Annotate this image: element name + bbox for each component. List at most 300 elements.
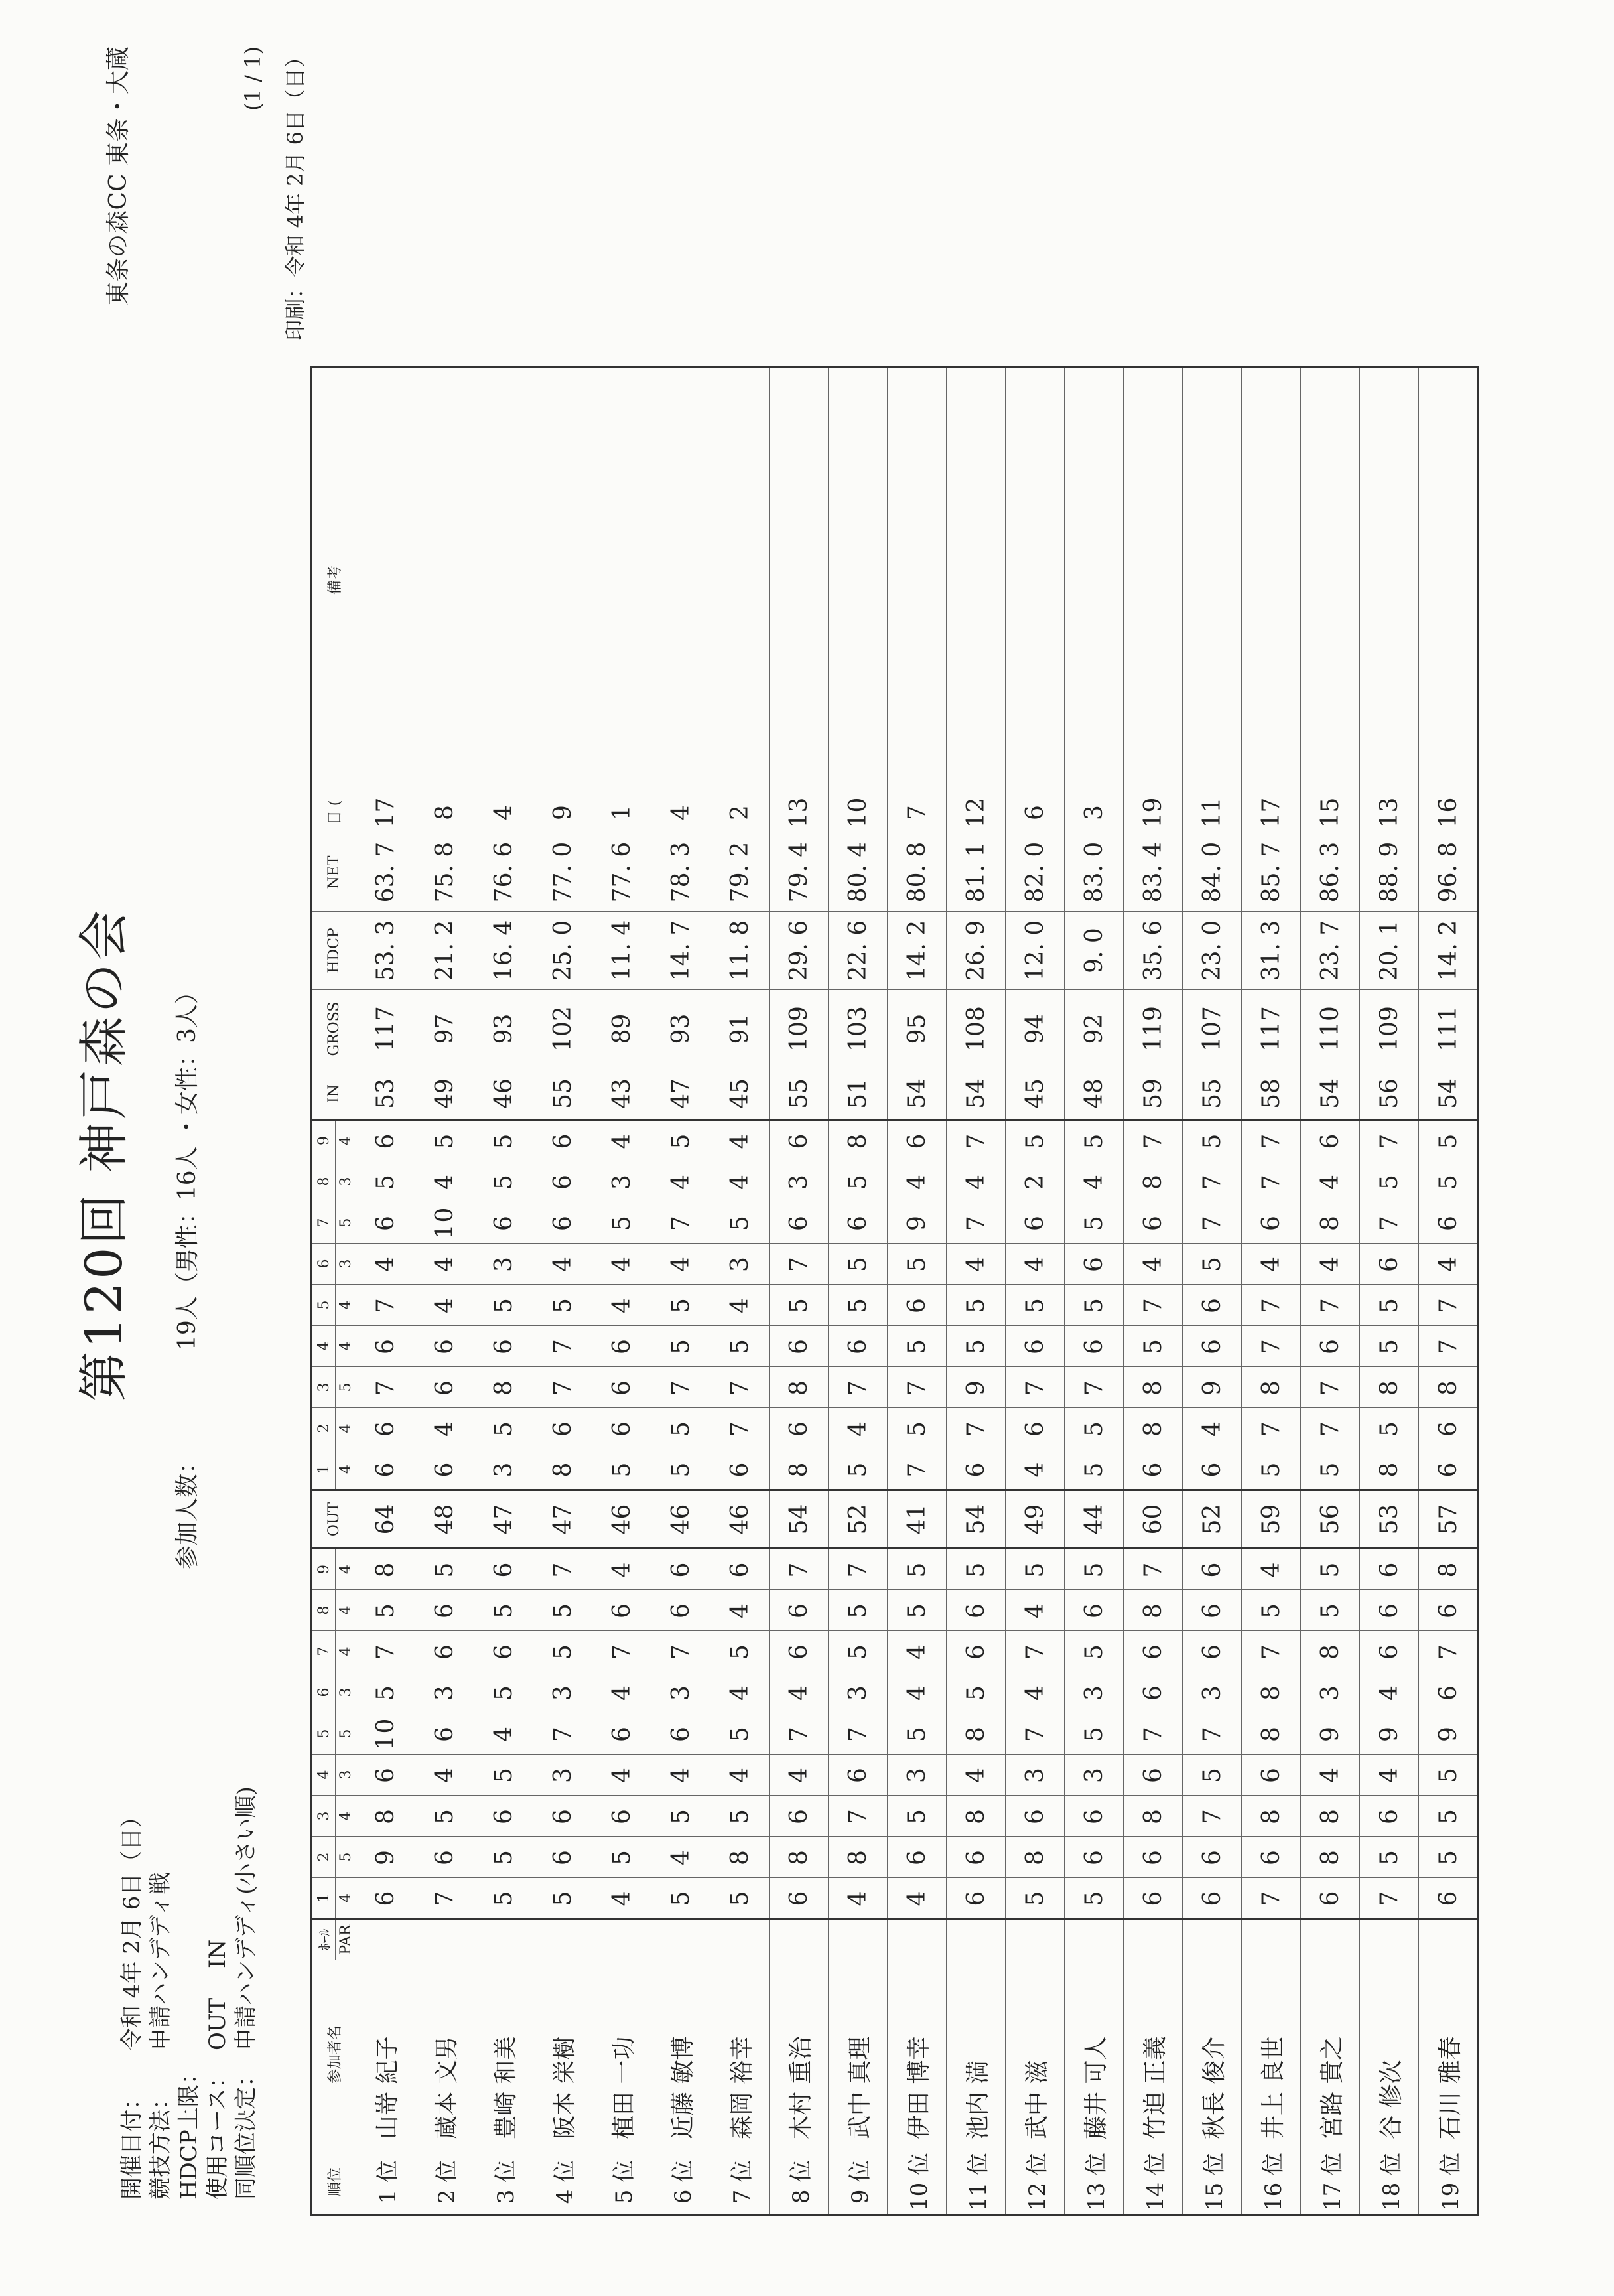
in-hole-score: 7 [710,1367,770,1408]
in-hole-score: 5 [947,1326,1006,1367]
in-hole-score: 6 [770,1408,829,1449]
out-hole-score: 5 [1006,1549,1065,1590]
out-hole-score: 7 [1183,1796,1242,1837]
net-score: 96. 8 [1419,833,1479,912]
notes-cell [415,368,474,792]
out-hole-score: 9 [1301,1713,1360,1755]
out-hole-score: 8 [1301,1837,1360,1878]
gross-score: 97 [415,990,474,1068]
out-hole-score: 6 [474,1631,533,1672]
in-hole-score: 5 [1006,1120,1065,1161]
in-hole-score: 6 [474,1202,533,1244]
out-hole-score: 6 [474,1796,533,1837]
out-par: 4 [336,1631,356,1672]
out-hole-score: 5 [947,1672,1006,1713]
out-hole-score: 4 [1006,1672,1065,1713]
out-hole-score: 4 [888,1672,947,1713]
gross-score: 117 [1242,990,1301,1068]
player-name: 蔵本 文男 [415,1919,474,2149]
out-hole-score: 5 [1360,1837,1419,1878]
page-number: (1 / 1) [240,46,265,111]
in-hole-score: 3 [710,1244,770,1285]
net-score: 79. 4 [770,833,829,912]
order-value: 11 [1183,792,1242,833]
net-score: 85. 7 [1242,833,1301,912]
out-hole-score: 5 [592,1837,651,1878]
in-hole-score: 4 [356,1244,415,1285]
net-score: 80. 4 [829,833,888,912]
in-hole-score: 5 [651,1285,710,1326]
out-hole-score: 6 [592,1590,651,1631]
in-total: 55 [533,1068,592,1120]
out-hole-score: 6 [415,1631,474,1672]
in-hole-score: 4 [592,1285,651,1326]
in-hole-score: 6 [888,1285,947,1326]
in-hole-score: 5 [829,1161,888,1202]
out-hole-score: 10 [356,1713,415,1755]
rank-cell: 17 位 [1301,2149,1360,2216]
in-total: 55 [770,1068,829,1120]
in-hole-score: 6 [1183,1285,1242,1326]
out-hole-score: 6 [770,1631,829,1672]
in-hole-score: 4 [415,1285,474,1326]
out-hole-score: 5 [1065,1631,1124,1672]
venue-label: 東条の森CC 東条・大蔵 [105,46,132,306]
order-value: 1 [592,792,651,833]
hdcp-value: 14. 7 [651,912,710,990]
in-hole-score: 5 [1124,1326,1183,1367]
in-hole-score: 5 [1360,1285,1419,1326]
in-hole-score: 5 [533,1285,592,1326]
order-value: 2 [710,792,770,833]
in-hole-number: 3 [312,1367,336,1408]
in-hole-number: 1 [312,1449,336,1490]
in-hole-score: 6 [1006,1202,1065,1244]
net-score: 75. 8 [415,833,474,912]
notes-cell [651,368,710,792]
player-name: 池内 満 [947,1919,1006,2149]
in-hole-score: 5 [474,1120,533,1161]
out-hole-score: 5 [888,1796,947,1837]
in-hole-score: 3 [592,1161,651,1202]
out-hole-score: 3 [1065,1755,1124,1796]
out-header: OUT [312,1490,356,1549]
out-hole-score: 6 [1360,1549,1419,1590]
out-hole-score: 6 [1419,1590,1479,1631]
gross-score: 93 [474,990,533,1068]
in-hole-score: 7 [888,1367,947,1408]
in-hole-score: 7 [1242,1326,1301,1367]
player-row [947,368,1006,2216]
player-name: 藤井 可人 [1065,1919,1124,2149]
in-hole-score: 5 [829,1285,888,1326]
in-hole-score: 4 [592,1120,651,1161]
out-hole-score: 4 [474,1713,533,1755]
in-total: 49 [415,1068,474,1120]
in-hole-score: 7 [1124,1120,1183,1161]
out-hole-score: 7 [1183,1713,1242,1755]
in-hole-score: 5 [474,1285,533,1326]
in-hole-score: 6 [770,1202,829,1244]
out-hole-score: 7 [1124,1549,1183,1590]
notes-cell [592,368,651,792]
in-total: 54 [947,1068,1006,1120]
out-hole-score: 6 [947,1631,1006,1672]
out-hole-score: 3 [415,1672,474,1713]
in-total: 47 [651,1068,710,1120]
notes-cell [1065,368,1124,792]
rank-cell: 2 位 [415,2149,474,2216]
in-hole-score: 5 [1360,1408,1419,1449]
out-hole-score: 6 [592,1713,651,1755]
rank-cell: 12 位 [1006,2149,1065,2216]
in-hole-score: 4 [947,1161,1006,1202]
rank-cell: 18 位 [1360,2149,1419,2216]
in-hole-score: 7 [1301,1408,1360,1449]
in-total: 53 [356,1068,415,1120]
in-hole-score: 6 [533,1120,592,1161]
in-hole-score: 5 [1360,1161,1419,1202]
in-hole-score: 5 [1065,1408,1124,1449]
in-total: 54 [888,1068,947,1120]
out-hole-score: 6 [1183,1878,1242,1919]
out-total: 59 [1242,1490,1301,1549]
out-hole-score: 4 [770,1755,829,1796]
in-hole-score: 5 [592,1202,651,1244]
out-hole-score: 6 [415,1837,474,1878]
out-hole-score: 4 [651,1755,710,1796]
in-hole-score: 8 [474,1367,533,1408]
notes-cell [770,368,829,792]
player-row [474,368,533,2216]
in-hole-score: 5 [356,1161,415,1202]
in-hole-score: 7 [1242,1161,1301,1202]
net-score: 77. 0 [533,833,592,912]
player-row [888,368,947,2216]
in-hole-score: 6 [829,1326,888,1367]
out-par: 4 [336,1796,356,1837]
out-hole-score: 7 [1124,1713,1183,1755]
hdcp-value: 26. 9 [947,912,1006,990]
par-label: PAR [336,1919,356,1960]
in-hole-score: 7 [1242,1120,1301,1161]
player-name: 豊崎 和美 [474,1919,533,2149]
out-hole-score: 7 [770,1713,829,1755]
in-hole-score: 6 [1006,1408,1065,1449]
hdcp-value: 11. 8 [710,912,770,990]
out-hole-score: 6 [947,1837,1006,1878]
out-hole-score: 6 [1360,1796,1419,1837]
in-hole-score: 4 [1301,1161,1360,1202]
out-hole-score: 7 [829,1713,888,1755]
out-hole-score: 3 [1301,1672,1360,1713]
out-hole-score: 6 [415,1590,474,1631]
player-row [1301,368,1360,2216]
out-hole-score: 8 [1006,1837,1065,1878]
player-name: 武中 真理 [829,1919,888,2149]
out-total: 46 [710,1490,770,1549]
out-hole-score: 6 [1301,1878,1360,1919]
out-hole-score: 6 [356,1878,415,1919]
out-hole-score: 7 [1242,1878,1301,1919]
order-value: 16 [1419,792,1479,833]
out-hole-score: 5 [1242,1590,1301,1631]
in-hole-score: 10 [415,1202,474,1244]
net-score: 63. 7 [356,833,415,912]
in-hole-score: 6 [1301,1326,1360,1367]
out-hole-score: 4 [1360,1755,1419,1796]
in-hole-score: 6 [592,1408,651,1449]
out-hole-score: 4 [592,1878,651,1919]
in-hole-score: 6 [415,1367,474,1408]
out-hole-score: 8 [947,1713,1006,1755]
in-hole-score: 8 [829,1120,888,1161]
in-hole-score: 7 [1360,1202,1419,1244]
in-hole-score: 6 [888,1120,947,1161]
player-name: 石川 雅春 [1419,1919,1479,2149]
out-hole-score: 5 [829,1590,888,1631]
player-row [1124,368,1183,2216]
out-hole-score: 4 [770,1672,829,1713]
out-hole-score: 5 [474,1837,533,1878]
out-par: 4 [336,1590,356,1631]
in-hole-score: 4 [829,1408,888,1449]
in-hole-score: 8 [1301,1202,1360,1244]
net-score: 81. 1 [947,833,1006,912]
gross-score: 119 [1124,990,1183,1068]
notes-cell [1301,368,1360,792]
in-par: 4 [336,1285,356,1326]
out-hole-score: 5 [1183,1755,1242,1796]
method-value: 申請ハンデディ戦 [147,1871,174,2050]
method-label: 競技方法： [147,2087,174,2200]
out-hole-score: 6 [829,1755,888,1796]
hdcp-value: 14. 2 [888,912,947,990]
in-hole-score: 6 [1065,1244,1124,1285]
in-hole-score: 7 [1242,1285,1301,1326]
out-par: 3 [336,1672,356,1713]
in-hole-score: 4 [1124,1244,1183,1285]
gross-score: 108 [947,990,1006,1068]
in-hole-score: 5 [710,1326,770,1367]
in-hole-score: 6 [1242,1202,1301,1244]
in-hole-score: 6 [710,1449,770,1490]
gross-score: 93 [651,990,710,1068]
in-hole-score: 5 [1242,1449,1301,1490]
tie-value: 申請ハンデディ(小さい順) [233,1786,259,2050]
gross-score: 110 [1301,990,1360,1068]
hdcp-value: 22. 6 [829,912,888,990]
out-hole-score: 8 [770,1837,829,1878]
participants-value: 19人（男性：16人 ・女性：3人） [174,980,201,1350]
in-hole-score: 6 [1183,1326,1242,1367]
out-hole-number: 1 [312,1878,336,1919]
out-hole-score: 5 [474,1590,533,1631]
player-row [651,368,710,2216]
net-score: 80. 8 [888,833,947,912]
out-hole-score: 6 [1183,1837,1242,1878]
out-hole-score: 6 [651,1713,710,1755]
net-score: 77. 6 [592,833,651,912]
out-hole-score: 4 [592,1549,651,1590]
gross-score: 95 [888,990,947,1068]
player-name: 宮路 貴之 [1301,1919,1360,2149]
player-row [1183,368,1242,2216]
in-hole-score: 4 [1242,1244,1301,1285]
in-hole-score: 5 [651,1120,710,1161]
gross-header: GROSS [312,990,356,1068]
out-hole-score: 7 [1242,1631,1301,1672]
player-name: 近藤 敏博 [651,1919,710,2149]
in-header: IN [312,1068,356,1120]
out-hole-score: 6 [710,1549,770,1590]
in-hole-score: 6 [1360,1244,1419,1285]
rank-cell: 10 位 [888,2149,947,2216]
out-hole-score: 7 [592,1631,651,1672]
in-hole-score: 6 [1301,1120,1360,1161]
gross-score: 94 [1006,990,1065,1068]
out-hole-score: 3 [829,1672,888,1713]
out-hole-score: 6 [1065,1796,1124,1837]
out-hole-score: 8 [1419,1549,1479,1590]
in-hole-score: 5 [1065,1285,1124,1326]
in-par: 4 [336,1449,356,1490]
out-hole-score: 4 [1360,1672,1419,1713]
order-value: 17 [356,792,415,833]
player-name: 伊田 博幸 [888,1919,947,2149]
header-row-holes [312,368,336,2216]
in-hole-score: 6 [829,1202,888,1244]
in-hole-score: 5 [651,1326,710,1367]
in-hole-score: 5 [1183,1120,1242,1161]
out-hole-score: 3 [533,1755,592,1796]
gross-score: 107 [1183,990,1242,1068]
net-score: 83. 4 [1124,833,1183,912]
out-total: 56 [1301,1490,1360,1549]
in-hole-score: 6 [1124,1202,1183,1244]
out-hole-score: 6 [1360,1590,1419,1631]
net-score: 86. 3 [1301,833,1360,912]
in-hole-score: 8 [1360,1367,1419,1408]
player-row [356,368,415,2216]
in-total: 43 [592,1068,651,1120]
out-total: 41 [888,1490,947,1549]
rank-header: 順位 [312,2149,356,2216]
in-hole-score: 6 [533,1408,592,1449]
player-row [592,368,651,2216]
in-hole-score: 6 [1419,1202,1479,1244]
in-hole-score: 4 [651,1161,710,1202]
out-hole-score: 5 [947,1549,1006,1590]
out-hole-score: 6 [888,1837,947,1878]
tie-row [232,1786,261,2200]
out-hole-score: 6 [1183,1549,1242,1590]
out-total: 54 [947,1490,1006,1549]
in-hole-score: 4 [415,1161,474,1202]
out-hole-score: 6 [947,1590,1006,1631]
player-row [770,368,829,2216]
out-hole-score: 3 [1183,1672,1242,1713]
in-hole-score: 4 [710,1161,770,1202]
out-hole-score: 8 [1242,1713,1301,1755]
in-hole-score: 5 [1419,1161,1479,1202]
out-hole-score: 5 [356,1590,415,1631]
hdcp-value: 16. 4 [474,912,533,990]
in-hole-number: 8 [312,1161,336,1202]
out-hole-score: 4 [1301,1755,1360,1796]
rank-cell: 7 位 [710,2149,770,2216]
out-hole-score: 8 [356,1796,415,1837]
notes-cell [474,368,533,792]
in-par: 4 [336,1326,356,1367]
in-hole-score: 8 [533,1449,592,1490]
net-score: 83. 0 [1065,833,1124,912]
in-hole-score: 7 [651,1202,710,1244]
net-score: 84. 0 [1183,833,1242,912]
in-hole-score: 4 [651,1244,710,1285]
in-hole-score: 9 [947,1367,1006,1408]
out-hole-score: 4 [1006,1590,1065,1631]
out-hole-score: 4 [710,1590,770,1631]
out-hole-number: 6 [312,1672,336,1713]
out-hole-score: 4 [592,1672,651,1713]
in-hole-score: 8 [1124,1161,1183,1202]
gross-score: 91 [710,990,770,1068]
out-hole-score: 4 [1242,1549,1301,1590]
in-hole-score: 8 [1360,1449,1419,1490]
in-hole-score: 6 [1124,1449,1183,1490]
in-hole-score: 5 [1419,1120,1479,1161]
in-hole-score: 5 [1065,1449,1124,1490]
in-hole-score: 4 [1006,1449,1065,1490]
out-hole-score: 5 [710,1713,770,1755]
notes-cell [1242,368,1301,792]
out-hole-score: 6 [1065,1590,1124,1631]
in-hole-score: 6 [415,1449,474,1490]
rank-cell: 16 位 [1242,2149,1301,2216]
hdcp-value: 11. 4 [592,912,651,990]
rank-cell: 13 位 [1065,2149,1124,2216]
player-row [710,368,770,2216]
out-hole-score: 7 [415,1878,474,1919]
out-hole-score: 5 [1065,1878,1124,1919]
player-name: 木村 重治 [770,1919,829,2149]
in-hole-score: 6 [770,1120,829,1161]
notes-cell [829,368,888,792]
in-total: 54 [1301,1068,1360,1120]
hdcp-value: 25. 0 [533,912,592,990]
out-hole-score: 5 [651,1878,710,1919]
out-hole-score: 5 [888,1713,947,1755]
rank-cell: 14 位 [1124,2149,1183,2216]
out-hole-score: 6 [1124,1755,1183,1796]
out-hole-score: 9 [356,1837,415,1878]
in-hole-score: 6 [1419,1408,1479,1449]
order-value: 4 [474,792,533,833]
out-hole-score: 8 [710,1837,770,1878]
date-row [118,1786,147,2200]
out-hole-score: 4 [829,1878,888,1919]
in-hole-score: 5 [888,1244,947,1285]
notes-cell [1419,368,1479,792]
out-total: 57 [1419,1490,1479,1549]
net-score: 78. 3 [651,833,710,912]
out-hole-score: 6 [592,1796,651,1837]
gross-score: 111 [1419,990,1479,1068]
in-hole-score: 5 [651,1408,710,1449]
out-hole-score: 3 [533,1672,592,1713]
course-label: 使用コース： [204,2065,231,2200]
